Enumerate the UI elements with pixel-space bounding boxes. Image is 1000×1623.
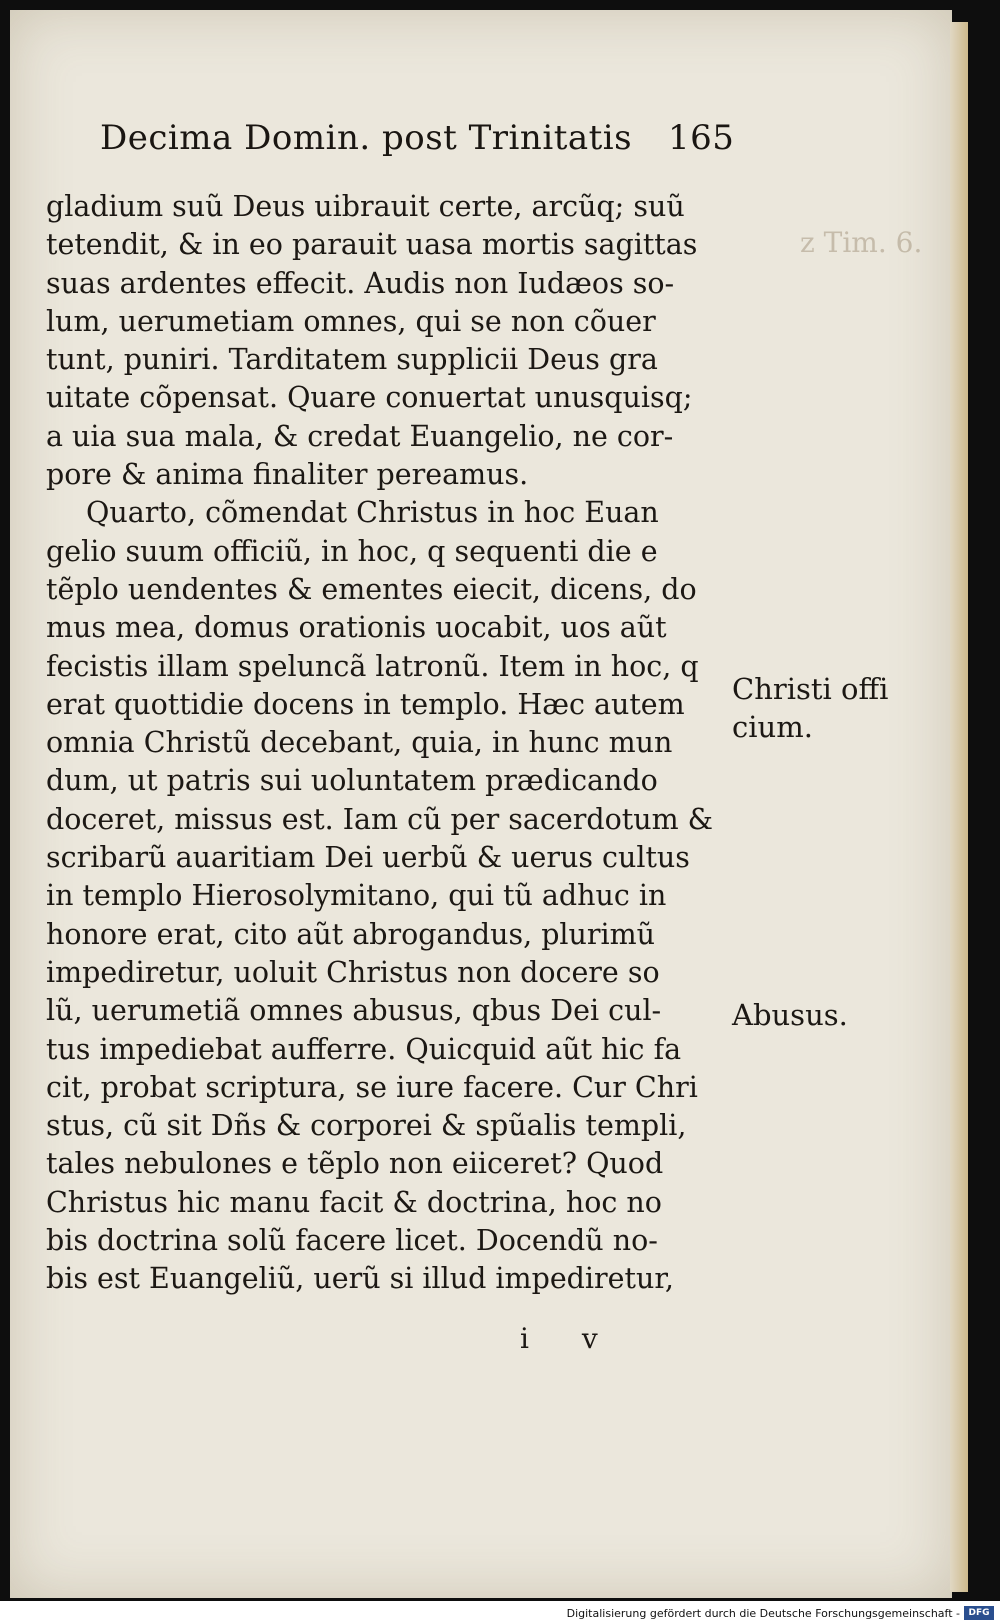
text-line: suas ardentes effecit. Audis non Iudæos so- [46, 266, 675, 300]
footer-bar [0, 1601, 1000, 1623]
text-line: scribarũ auaritiam Dei uerbũ & uerus cultus [46, 841, 690, 875]
text-line: tales nebulones e tẽplo non eiiceret? Quod [46, 1147, 664, 1181]
text-line: lũ, uerumetiã omnes abusus, qbus Dei cul- [46, 994, 662, 1028]
margin-note-line: Abusus. [732, 998, 848, 1032]
text-line: cit, probat scriptura, se iure facere. Cur Chri [46, 1070, 698, 1104]
margin-note-christi-officium [732, 670, 912, 746]
page-edge [950, 22, 968, 1592]
text-line: tẽplo uendentes & ementes eiecit, dicens, do [46, 572, 697, 606]
text-line: stus, cũ sit Dñs & corporei & spũalis templi, [46, 1109, 687, 1143]
margin-note-line: Christi offi [732, 672, 889, 706]
text-line: dum, ut patris sui uoluntatem prædicando [46, 764, 658, 798]
text-line: bis doctrina solũ facere licet. Docendũ no- [46, 1224, 658, 1258]
body-text [46, 188, 726, 1299]
margin-note-line: cium. [732, 710, 813, 744]
text-line: erat quottidie docens in templo. Hæc autem [46, 687, 685, 721]
dfg-logo-icon: DFG [964, 1606, 994, 1620]
signature-mark: i v [520, 1322, 620, 1355]
paragraph-start-line: Quarto, cõmendat Christus in hoc Euan [86, 496, 659, 530]
footer-credit: Digitalisierung gefördert durch die Deutsche Forschungsgemeinschaft - [566, 1607, 960, 1620]
text-line: gladium suũ Deus uibrauit certe, arcũq; suũ [46, 190, 685, 223]
text-line: fecistis illam speluncã latronũ. Item in hoc, q [46, 649, 699, 683]
folio-number: 165 [668, 118, 735, 158]
text-line-underlined [46, 341, 726, 379]
text-line: mus mea, domus orationis uocabit, uos aũt [46, 611, 667, 645]
text-line: honore erat, cito aũt abrogandus, plurimũ [46, 917, 656, 951]
text-line: in templo Hierosolymitano, qui tũ adhuc in [46, 879, 667, 913]
text-line: a uia sua mala, & credat Euangelio, ne cor- [46, 419, 674, 453]
running-title: Decima Domin. post Trinitatis [100, 118, 633, 158]
text-line: pore & anima finaliter pereamus. [46, 458, 529, 492]
text-line: impediretur, uoluit Christus non docere so [46, 955, 660, 989]
text-line: tetendit, & in eo parauit uasa mortis sagittas [46, 228, 698, 262]
text-line: gelio suum officiũ, in hoc, q sequenti die e [46, 534, 658, 568]
margin-note-abusus [732, 996, 912, 1034]
text-line: tus impediebat aufferre. Quicquid aũt hic fa [46, 1032, 682, 1066]
text-line: Christus hic manu facit & doctrina, hoc no [46, 1185, 662, 1219]
text-line-content: tunt, puniri. Tarditatem supplicii Deus gra [46, 343, 658, 377]
text-line: lum, uerumetiam omnes, qui se non cõuer [46, 304, 656, 338]
text-line: omnia Christũ decebant, quia, in hunc mun [46, 726, 673, 760]
text-line: uitate cõpensat. Quare conuertat unusquisq; [46, 381, 693, 415]
show-through-text: z Tim. 6. [800, 226, 923, 259]
text-line: doceret, missus est. Iam cũ per sacerdotum & [46, 802, 714, 836]
text-line: bis est Euangeliũ, uerũ si illud impediretur, [46, 1262, 674, 1296]
